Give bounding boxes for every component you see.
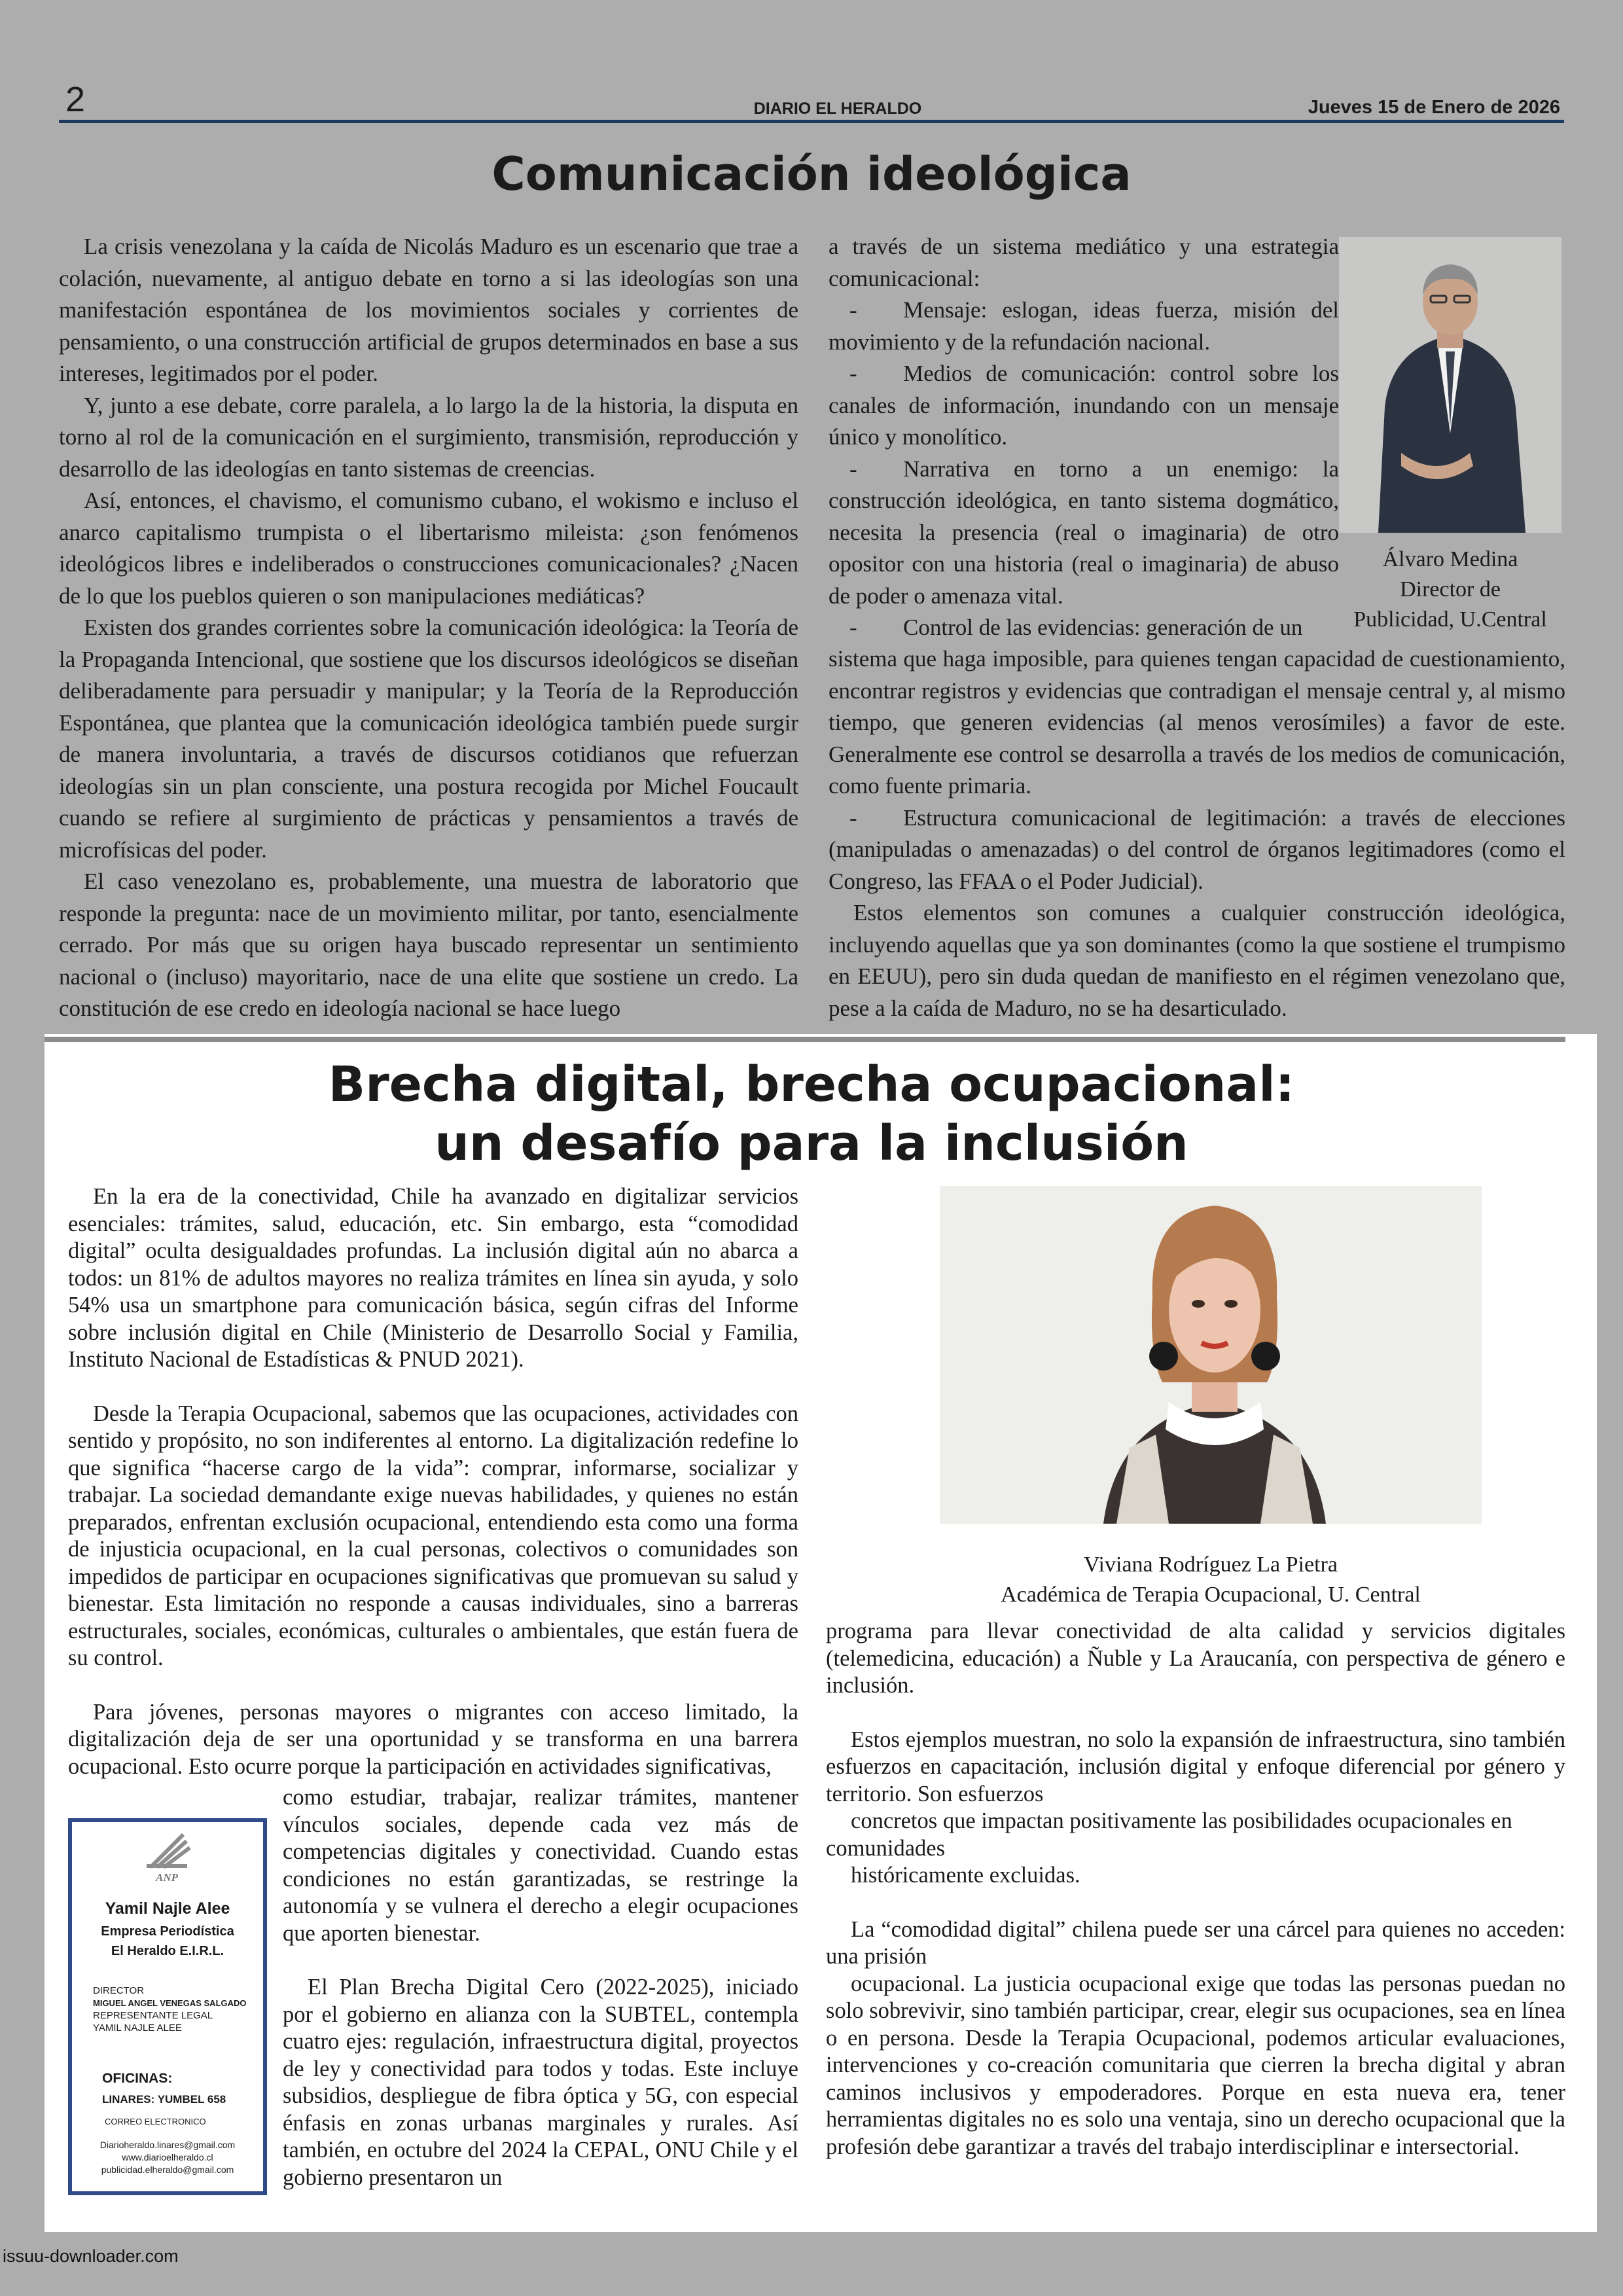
office-address: LINARES: YUMBEL 658 <box>102 2093 226 2106</box>
article1-right-column-upper <box>829 231 1339 644</box>
list-item: - Medios de comunicación: control sobre los canales de información, inundando con un mensaje único y monolítico. <box>829 361 1339 450</box>
issue-date: Jueves 15 de Enero de 2026 <box>1308 97 1560 118</box>
email-label: CORREO ELECTRONICO <box>105 2117 206 2126</box>
header-rule <box>59 120 1564 123</box>
author-role: Publicidad, U.Central <box>1353 607 1547 632</box>
article1-paragraph: Y, junto a ese debate, corre paralela, a lo largo la de la historia, la disputa en torno al rol de la comunicación en el surgimiento, transmisión, reproducción y desarrollo de las ideologías en tanto sistemas de creencias. <box>59 392 798 482</box>
website-link[interactable]: www.diarioelheraldo.cl <box>122 2152 213 2162</box>
article2-right-column <box>826 1618 1565 2161</box>
list-item-text: Estructura comunicacional de legitimación: a través de elecciones (manipuladas o amenazadas) o del control de órganos legitimadores (como el Congreso, las FFAA o el Poder Judicial). <box>829 804 1565 894</box>
author-role: Académica de Terapia Ocupacional, U. Central <box>1001 1583 1421 1607</box>
masthead-staff <box>93 1984 247 2034</box>
article2-paragraph: En la era de la conectividad, Chile ha avanzado en digitalizar servicios esenciales: trámites, salud, educación, etc. Sin embargo, esta “comodidad digital” oculta desigualdades profundas. La inclusión digital aún no abarca a todos: un 81% de adultos mayores no realiza trámites en línea sin ayuda, y solo 54% usa un smartphone para comunicación básica, según cifras del Informe sobre inclusión digital en Chile (Ministerio de Desarrollo Social y Familia, Instituto Nacional de Estadísticas & PNUD 2021). <box>68 1184 798 1372</box>
masthead-company: El Heraldo E.I.R.L. <box>111 1944 224 1958</box>
list-item-text: Mensaje: eslogan, ideas fuerza, misión del movimiento y de la refundación nacional. <box>829 297 1339 355</box>
article2-paragraph-continuation: concretos que impactan positivamente las posibilidades ocupacionales en comunidades <box>826 1808 1512 1861</box>
article1-paragraph: Existen dos grandes corrientes sobre la comunicación ideológica: la Teoría de la Propaganda Intencional, que sostiene que los discursos ideológicos se diseñan deliberadamente para persuadir y manipular; y la Teoría de la Reproducción Espontánea, que plantea que la comunicación ideológica también puede surgir de manera involuntaria, a través de discursos cotidianos que refuerzan ideologías sin un plan consciente, una postura recogida por Michel Foucault cuando se refiere al surgimiento de prácticas y pensamientos a través de microfísicas del poder. <box>59 615 798 863</box>
director-name: MIGUEL ANGEL VENEGAS SALGADO <box>93 1998 247 2008</box>
list-item-text: Narrativa en torno a un enemigo: la construcción ideológica, en tanto sistema dogmático, necesita la presencia (real o imaginaria) de otro opositor con una historia (real o imaginaria) de abuso de poder o amenaza vital. <box>829 456 1339 609</box>
article2-paragraph-continuation: ocupacional. La justicia ocupacional exige que todas las personas puedan no solo sobrevivir, sino también participar, crear, elegir sus ocupaciones, sea en línea o en persona. Desde la Terapia Ocupacional, podemos articular evaluaciones, intervenciones y co-creación comunitaria que cierren la brecha digital y abran caminos inclusivos y empoderadores. Porque en esta nueva era, tener herramientas digitales no es solo una ventaja, sino un derecho ocupacional que la profesión debe garantizar a través del trabajo interdisciplinar e intersectorial. <box>826 1971 1565 2159</box>
email-link[interactable]: Diarioheraldo.linares@gmail.com <box>99 2140 236 2150</box>
article2-paragraph: El Plan Brecha Digital Cero (2022-2025), iniciado por el gobierno en alianza con la SUBTEL, contempla cuatro ejes: regulación, infraestructura digital, proyectos de ley y conectividad para todos y todas. Este incluye subsidios, despliegue de fibra óptica y 5G, con especial énfasis en zonas urbanas marginales y rurales. Así también, en octubre del 2024 la CEPAL, ONU Chile y el gobierno presentaron un <box>283 1975 798 2190</box>
article2-paragraph: Estos ejemplos muestran, no solo la expansión de infraestructura, sino también esfuerzos en capacitación, inclusión digital y enfoque diferencial por género y territorio. Son esfuerzos <box>826 1727 1565 1806</box>
list-item: - Estructura comunicacional de legitimación: a través de elecciones (manipuladas o amenazadas) o del control de órganos legitimadores (como el Congreso, las FFAA o el Poder Judicial). <box>829 804 1565 894</box>
article2-paragraph: La “comodidad digital” chilena puede ser una cárcel para quienes no acceden: una prisión <box>826 1916 1565 1969</box>
masthead-contacts <box>72 2139 263 2176</box>
article1-paragraph: Estos elementos son comunes a cualquier construcción ideológica, incluyendo aquellas que ya son dominantes (como la que sostiene el trumpismo en EEUU), pero sin duda quedan de manifiesto en el régimen venezolano que, pese a la caída de Maduro, no se ha desarticulado. <box>829 900 1565 1021</box>
article2-paragraph: Desde la Terapia Ocupacional, sabemos que las ocupaciones, actividades con sentido y propósito, no son indiferentes al entorno. La digitalización redefine lo que significa “hacerse cargo de la vida”: comprar, informarse, socializar y trabajar. La sociedad demandante exige nuevas habilidades, y quienes no están preparados, enfrentan exclusión ocupacional, entendiendo esta como una forma de injusticia ocupacional, en la cual personas, colectivos o comunidades son impedidos de participar en ocupaciones significativas que promuevan su salud y bienestar. Esta limitación no responde a causas individuales, sino a barreras estructurales, sociales, económicas, culturales o ambientales, que están fuera de su control. <box>68 1401 798 1670</box>
portrait-illustration <box>1339 237 1561 533</box>
article1-left-column <box>59 231 798 1025</box>
article1-paragraph: La crisis venezolana y la caída de Nicolás Maduro es un escenario que trae a colación, nuevamente, al antiguo debate en torno a si las ideologías son una manifestación espontánea de los movimientos sociales y corrientes de pensamiento, o una construcción artificial de grupos determinados en base a sus intereses, legitimados por el poder. <box>59 234 798 386</box>
anp-logo-text: ANP <box>156 1871 178 1884</box>
list-item-text: Medios de comunicación: control sobre los canales de información, inundando con un mensaje único y monolítico. <box>829 361 1339 450</box>
article2-title <box>65 1055 1558 1173</box>
author-photo-viviana <box>940 1186 1482 1524</box>
article2-paragraph-continuation: como estudiar, trabajar, realizar trámites, mantener vínculos sociales, depende cada vez más de competencias digitales y conectividad. Cuando estas condiciones no están garantizadas, se restringe la autonomía y se vulnera el derecho a elegir ocupaciones que aporten bienestar. <box>283 1785 798 1946</box>
author-caption-viviana <box>851 1550 1571 1610</box>
author-role: Director de <box>1400 577 1501 601</box>
masthead-box <box>68 1818 267 2195</box>
article2-title-line: Brecha digital, brecha ocupacional: <box>328 1056 1295 1113</box>
director-label: DIRECTOR <box>93 1985 145 1996</box>
email-link[interactable]: publicidad.elheraldo@gmail.com <box>101 2164 234 2175</box>
author-photo-alvaro <box>1339 237 1561 533</box>
list-item: - Narrativa en torno a un enemigo: la construcción ideológica, en tanto sistema dogmático, necesita la presencia (real o imaginaria) de otro opositor con una historia (real o imaginaria) de abuso de poder o amenaza vital. <box>829 456 1339 609</box>
article2-paragraph-continuation: históricamente excluidas. <box>851 1863 1080 1888</box>
article1-paragraph: El caso venezolano es, probablemente, una muestra de laboratorio que responde la pregunta: nace de un movimiento militar, por tanto, esencialmente cerrado. Por más que su origen haya buscado representar un sentimiento nacional o (incluso) mayoritario, nace de una elite que sostiene un credo. La constitución de ese credo en ideología nacional se hace luego <box>59 869 798 1021</box>
author-caption-alvaro <box>1332 545 1568 635</box>
list-item: - Mensaje: eslogan, ideas fuerza, misión del movimiento y de la refundación nacional. <box>829 297 1339 355</box>
offices-label: OFICINAS: <box>102 2071 173 2086</box>
article2-left-column <box>68 1183 798 1780</box>
author-name: Viviana Rodríguez La Pietra <box>1084 1552 1338 1577</box>
list-item-text: Control de las evidencias: generación de un <box>903 615 1303 640</box>
page-number: 2 <box>65 80 86 119</box>
article1-title: Comunicación ideológica <box>491 147 1132 201</box>
newspaper-name: DIARIO EL HERALDO <box>753 99 922 118</box>
watermark: issuu-downloader.com <box>3 2246 179 2266</box>
masthead-owner: Yamil Najle Alee <box>105 1899 230 1918</box>
article2-paragraph: Para jóvenes, personas mayores o migrantes con acceso limitado, la digitalización deja de ser una oportunidad y se transforma en una barrera ocupacional. Esto ocurre porque la participación en actividades significativas, <box>68 1699 798 1779</box>
masthead-company: Empresa Periodística <box>101 1924 234 1939</box>
article2-left-narrow-column <box>283 1784 798 2191</box>
article1-paragraph: Así, entonces, el chavismo, el comunismo cubano, el wokismo e incluso el anarco capitalismo trumpista o el libertarismo mileista: ¿son fenómenos ideológicos libres e indeliberados o construcciones comunicacionales? ¿Nacen de lo que los pueblos quieren o son manipulaciones mediáticas? <box>59 488 798 609</box>
section-divider <box>45 1037 1565 1042</box>
list-item-continuation: sistema que haga imposible, para quienes tengan capacidad de cuestionamiento, encontrar registros y evidencias que contradigan el mensaje central y, al mismo tiempo, que generen evidencias (al menos verosímiles) a favor de este. Generalmente ese control se desarrolla a través de los medios de comunicación, como fuente primaria. <box>829 646 1565 798</box>
article1-paragraph: a través de un sistema mediático y una estrategia comunicacional: <box>829 234 1339 291</box>
article1-right-column-lower <box>829 643 1565 1024</box>
portrait-illustration <box>940 1186 1482 1524</box>
legal-label: REPRESENTANTE LEGAL <box>93 2010 213 2021</box>
article2-paragraph-continuation: programa para llevar conectividad de alta calidad y servicios digitales (telemedicina, educación) a Ñuble y La Araucanía, con perspectiva de género e inclusión. <box>826 1619 1565 1698</box>
anp-logo-icon <box>137 1831 196 1884</box>
author-name: Álvaro Medina <box>1382 547 1518 571</box>
legal-name: YAMIL NAJLE ALEE <box>93 2022 182 2034</box>
article2-title-line: un desafío para la inclusión <box>435 1115 1188 1172</box>
list-item: - Control de las evidencias: generación de un <box>849 615 1303 640</box>
